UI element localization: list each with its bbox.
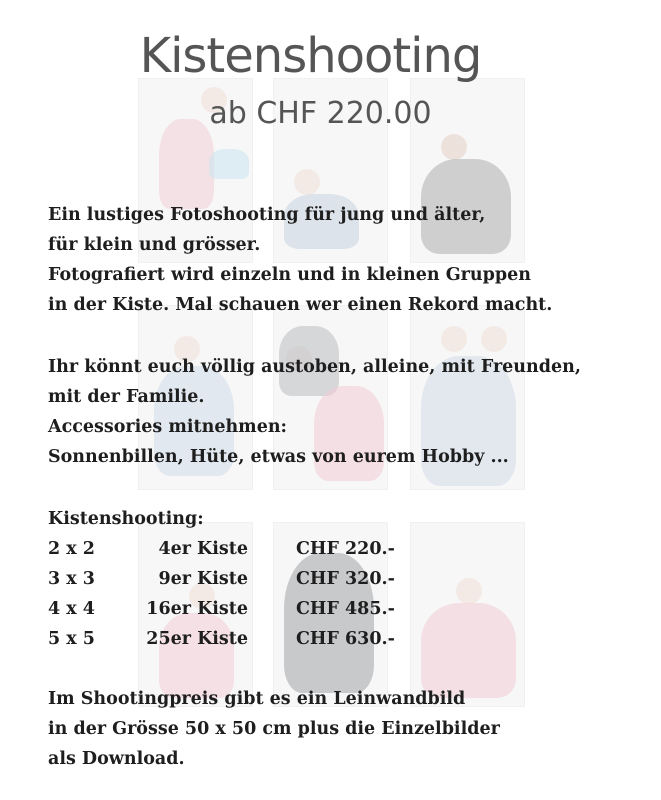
pricing-price: CHF 630.- xyxy=(296,629,395,649)
pricing-size: 2 x 2 xyxy=(48,539,95,559)
details-line: mit der Familie. xyxy=(48,387,205,407)
footer-line: in der Grösse 50 x 50 cm plus die Einzelbilder xyxy=(48,719,500,739)
pricing-size: 3 x 3 xyxy=(48,569,95,589)
pricing-heading: Kistenshooting: xyxy=(48,509,204,529)
intro-line: Ein lustiges Fotoshooting für jung und älter, xyxy=(48,205,486,225)
footer-paragraph xyxy=(48,684,500,774)
pricing-row xyxy=(48,594,446,624)
pricing-price: CHF 320.- xyxy=(296,569,395,589)
pricing-price: CHF 485.- xyxy=(296,599,395,619)
pricing-box: 4er Kiste xyxy=(158,539,248,559)
pricing-size: 4 x 4 xyxy=(48,599,95,619)
pricing-box: 16er Kiste xyxy=(146,599,248,619)
pricing-price: CHF 220.- xyxy=(296,539,395,559)
page-title: Kistenshooting xyxy=(139,28,482,84)
starting-price: ab CHF 220.00 xyxy=(209,96,432,131)
details-line: Ihr könnt euch völlig austoben, alleine, mit Freunden, xyxy=(48,357,581,377)
pricing-row xyxy=(48,534,446,564)
details-line: Accessories mitnehmen: xyxy=(48,417,288,437)
footer-line: Im Shootingpreis gibt es ein Leinwandbild xyxy=(48,689,466,709)
details-line: Sonnenbillen, Hüte, etwas von eurem Hobby ... xyxy=(48,447,509,467)
intro-paragraph xyxy=(48,200,552,320)
details-paragraph xyxy=(48,352,581,472)
intro-line: für klein und grösser. xyxy=(48,235,261,255)
intro-line: Fotografiert wird einzeln und in kleinen Gruppen xyxy=(48,265,531,285)
intro-line: in der Kiste. Mal schauen wer einen Rekord macht. xyxy=(48,295,553,315)
pricing-size: 5 x 5 xyxy=(48,629,95,649)
footer-line: als Download. xyxy=(48,749,185,769)
pricing-box: 25er Kiste xyxy=(146,629,248,649)
pricing-row xyxy=(48,624,446,654)
pricing-row xyxy=(48,564,446,594)
pricing-table xyxy=(48,504,446,654)
pricing-box: 9er Kiste xyxy=(158,569,248,589)
